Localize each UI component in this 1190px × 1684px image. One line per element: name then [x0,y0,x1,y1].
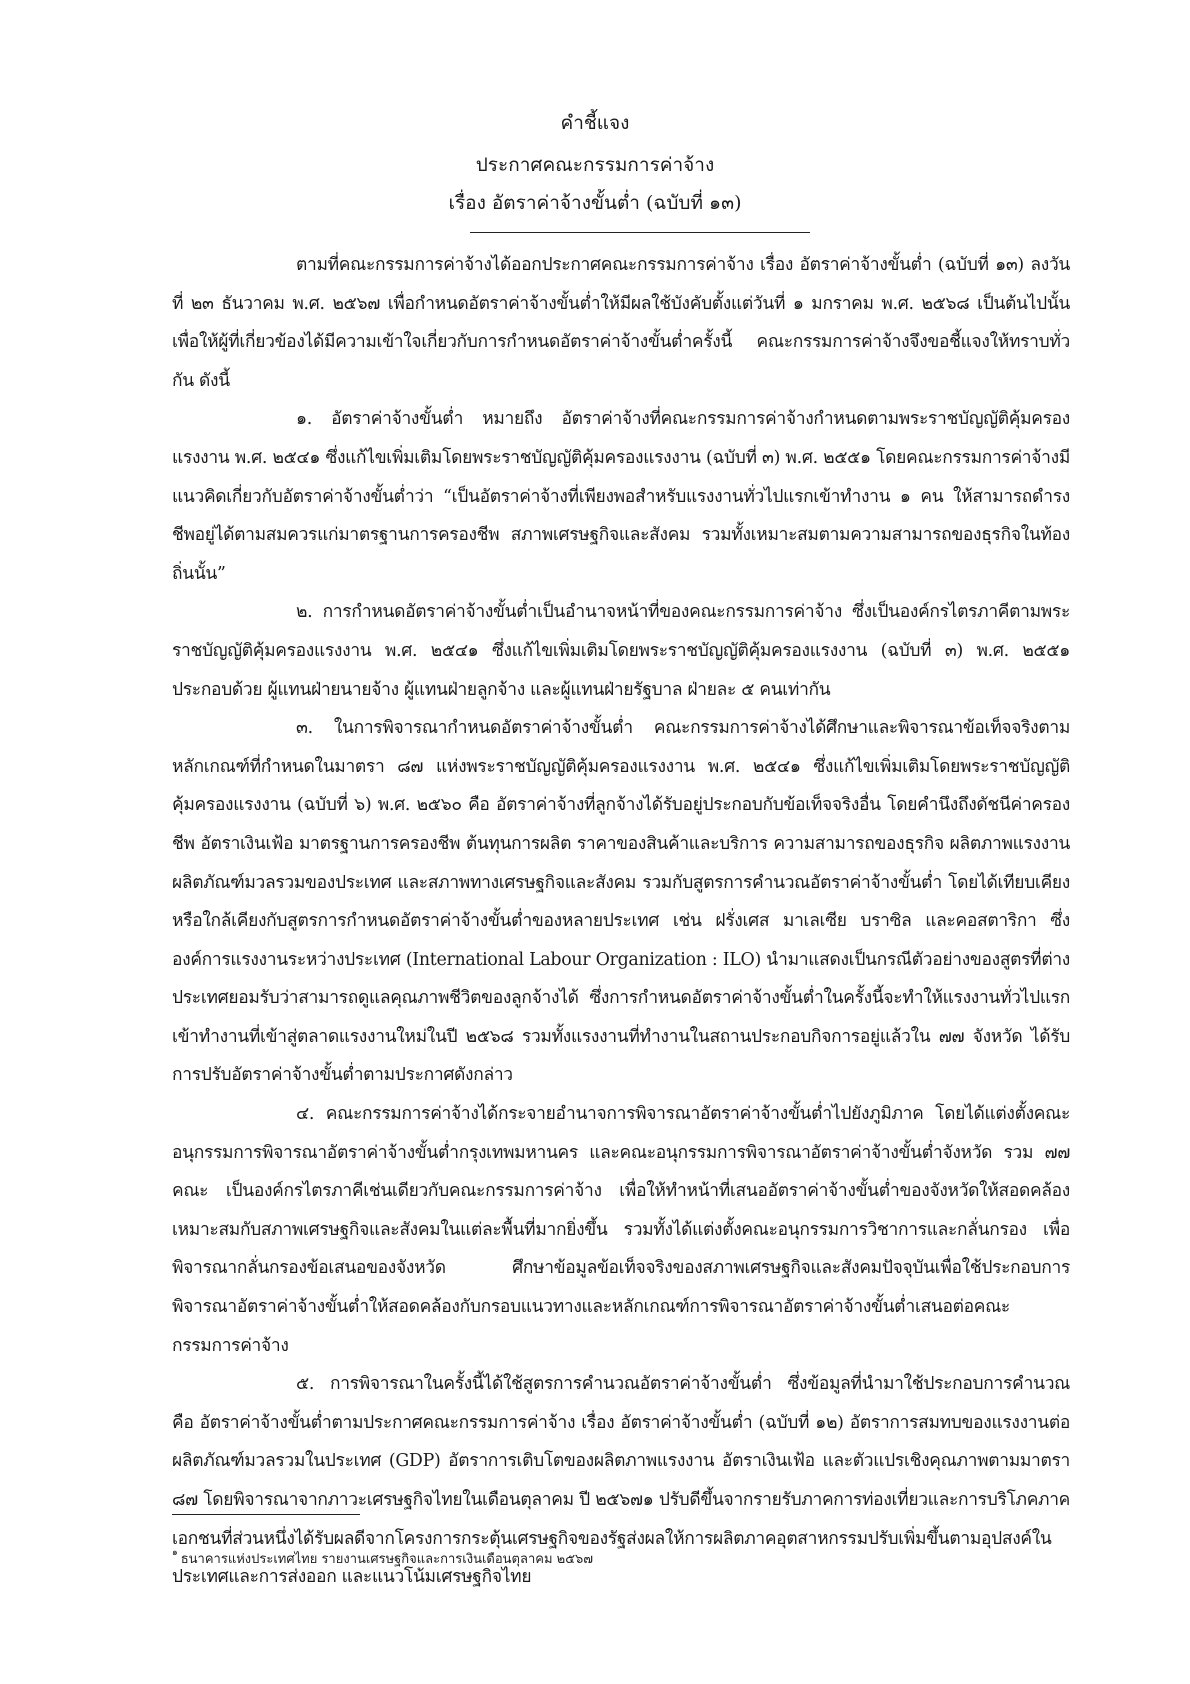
footnote-marker: ๑ [172,1548,178,1558]
intro-paragraph: ตามที่คณะกรรมการค่าจ้างได้ออกประกาศคณะกรรมการค่าจ้าง เรื่อง อัตราค่าจ้างขั้นต่ำ (ฉบับที่ ๑๓) ลงวันที่ ๒๓ ธันวาคม พ.ศ. ๒๕๖๗ เพื่อกำหนดอัตราค่าจ้างขั้นต่ำให้มีผลใช้บังคับตั้งแต่วันที่ ๑ มกราคม พ.ศ. ๒๕๖๘ เป็นต้นไปนั้น เพื่อให้ผู้ที่เกี่ยวข้องได้มีความเข้าใจเกี่ยวกับการกำหนดอัตราค่าจ้างขั้นต่ำครั้งนี้ คณะกรรมการค่าจ้างจึงขอชี้แจงให้ทราบทั่วกัน ดังนี้ [172,255,1070,391]
announcement-subject: เรื่อง อัตราค่าจ้างขั้นต่ำ (ฉบับที่ ๑๓) [448,192,742,214]
footnote-divider [172,1514,360,1515]
title-divider [470,232,810,233]
document-body [172,246,1070,1597]
document-title: คำชี้แจง [560,112,630,134]
paragraph-4: ๔. คณะกรรมการค่าจ้างได้กระจายอำนาจการพิจารณาอัตราค่าจ้างขั้นต่ำไปยังภูมิภาค โดยได้แต่งตั้งคณะอนุกรรมการพิจารณาอัตราค่าจ้างขั้นต่ำกรุงเทพมหานคร และคณะอนุกรรมการพิจารณาอัตราค่าจ้างขั้นต่ำจังหวัด รวม ๗๗ คณะ เป็นองค์กรไตรภาคีเช่นเดียวกับคณะกรรมการค่าจ้าง เพื่อให้ทำหน้าที่เสนออัตราค่าจ้างขั้นต่ำของจังหวัดให้สอดคล้องเหมาะสมกับสภาพเศรษฐกิจและสังคมในแต่ละพื้นที่มากยิ่งขึ้น รวมทั้งได้แต่งตั้งคณะอนุกรรมการวิชาการและกลั่นกรอง เพื่อพิจารณากลั่นกรองข้อเสนอของจังหวัด ศึกษาข้อมูลข้อเท็จจริงของสภาพเศรษฐกิจและสังคมปัจจุบันเพื่อใช้ประกอบการพิจารณาอัตราค่าจ้างขั้นต่ำให้สอดคล้องกับกรอบแนวทางและหลักเกณฑ์การพิจารณาอัตราค่าจ้างขั้นต่ำเสนอต่อคณะกรรมการค่าจ้าง [172,1104,1070,1356]
footnote-text: ธนาคารแห่งประเทศไทย รายงานเศรษฐกิจและการเงินเดือนตุลาคม ๒๕๖๗ [180,1552,594,1567]
announcement-heading: ประกาศคณะกรรมการค่าจ้าง [475,154,715,176]
paragraph-3: ๓. ในการพิจารณากำหนดอัตราค่าจ้างขั้นต่ำ คณะกรรมการค่าจ้างได้ศึกษาและพิจารณาข้อเท็จจริงตามหลักเกณฑ์ที่กำหนดในมาตรา ๘๗ แห่งพระราชบัญญัติคุ้มครองแรงงาน พ.ศ. ๒๕๔๑ ซึ่งแก้ไขเพิ่มเติมโดยพระราชบัญญัติคุ้มครองแรงงาน (ฉบับที่ ๖) พ.ศ. ๒๕๖๐ คือ อัตราค่าจ้างที่ลูกจ้างได้รับอยู่ประกอบกับข้อเท็จจริงอื่น โดยคำนึงถึงดัชนีค่าครองชีพ อัตราเงินเฟ้อ มาตรฐานการครองชีพ ต้นทุนการผลิต ราคาของสินค้าและบริการ ความสามารถของธุรกิจ ผลิตภาพแรงงาน ผลิตภัณฑ์มวลรวมของประเทศ และสภาพทางเศรษฐกิจและสังคม รวมกับสูตรการคำนวณอัตราค่าจ้างขั้นต่ำ โดยได้เทียบเคียงหรือใกล้เคียงกับสูตรการกำหนดอัตราค่าจ้างขั้นต่ำของหลายประเทศ เช่น ฝรั่งเศส มาเลเซีย บราซิล และคอสตาริกา ซึ่งองค์การแรงงานระหว่างประเทศ (International Labour Organization : ILO) นำมาแสดงเป็นกรณีตัวอย่างของสูตรที่ต่างประเทศยอมรับว่าสามารถดูแลคุณภาพชีวิตของลูกจ้างได้ ซึ่งการกำหนดอัตราค่าจ้างขั้นต่ำในครั้งนี้จะทำให้แรงงานทั่วไปแรกเข้าทำงานที่เข้าสู่ตลาดแรงงานใหม่ในปี ๒๕๖๘ รวมทั้งแรงงานที่ทำงานในสถานประกอบกิจการอยู่แล้วใน ๗๗ จังหวัด ได้รับการปรับอัตราค่าจ้างขั้นต่ำตามประกาศดังกล่าว [172,718,1070,1086]
paragraph-1: ๑. อัตราค่าจ้างขั้นต่ำ หมายถึง อัตราค่าจ้างที่คณะกรรมการค่าจ้างกำหนดตามพระราชบัญญัติคุ้มครองแรงงาน พ.ศ. ๒๕๔๑ ซึ่งแก้ไขเพิ่มเติมโดยพระราชบัญญัติคุ้มครองแรงงาน (ฉบับที่ ๓) พ.ศ. ๒๕๕๑ โดยคณะกรรมการค่าจ้างมีแนวคิดเกี่ยวกับอัตราค่าจ้างขั้นต่ำว่า “เป็นอัตราค่าจ้างที่เพียงพอสำหรับแรงงานทั่วไปแรกเข้าทำงาน ๑ คน ให้สามารถดำรงชีพอยู่ได้ตามสมควรแก่มาตรฐานการครองชีพ สภาพเศรษฐกิจและสังคม รวมทั้งเหมาะสมตามความสามารถของธุรกิจในท้องถิ่นนั้น” [172,409,1070,584]
paragraph-2: ๒. การกำหนดอัตราค่าจ้างขั้นต่ำเป็นอำนาจหน้าที่ของคณะกรรมการค่าจ้าง ซึ่งเป็นองค์กรไตรภาคีตามพระราชบัญญัติคุ้มครองแรงงาน พ.ศ. ๒๕๔๑ ซึ่งแก้ไขเพิ่มเติมโดยพระราชบัญญัติคุ้มครองแรงงาน (ฉบับที่ ๓) พ.ศ. ๒๕๕๑ ประกอบด้วย ผู้แทนฝ่ายนายจ้าง ผู้แทนฝ่ายลูกจ้าง และผู้แทนฝ่ายรัฐบาล ฝ่ายละ ๕ คนเท่ากัน [172,602,1070,700]
footnote [172,1548,593,1569]
paragraph-5: ๕. การพิจารณาในครั้งนี้ได้ใช้สูตรการคำนวณอัตราค่าจ้างขั้นต่ำ ซึ่งข้อมูลที่นำมาใช้ประกอบการคำนวณ คือ อัตราค่าจ้างขั้นต่ำตามประกาศคณะกรรมการค่าจ้าง เรื่อง อัตราค่าจ้างขั้นต่ำ (ฉบับที่ ๑๒) อัตราการสมทบของแรงงานต่อผลิตภัณฑ์มวลรวมในประเทศ (GDP) อัตราการเติบโตของผลิตภาพแรงงาน อัตราเงินเฟ้อ และตัวแปรเชิงคุณภาพตามมาตรา ๘๗ โดยพิจารณาจากภาวะเศรษฐกิจไทยในเดือนตุลาคม ปี ๒๕๖๗๑ ปรับดีขึ้นจากรายรับภาคการท่องเที่ยวและการบริโภคภาคเอกชนที่ส่วนหนึ่งได้รับผลดีจากโครงการกระตุ้นเศรษฐกิจของรัฐส่งผลให้การผลิตภาคอุตสาหกรรมปรับเพิ่มขึ้นตามอุปสงค์ในประเทศและการส่งออก และแนวโน้มเศรษฐกิจไทย [172,1374,1070,1588]
